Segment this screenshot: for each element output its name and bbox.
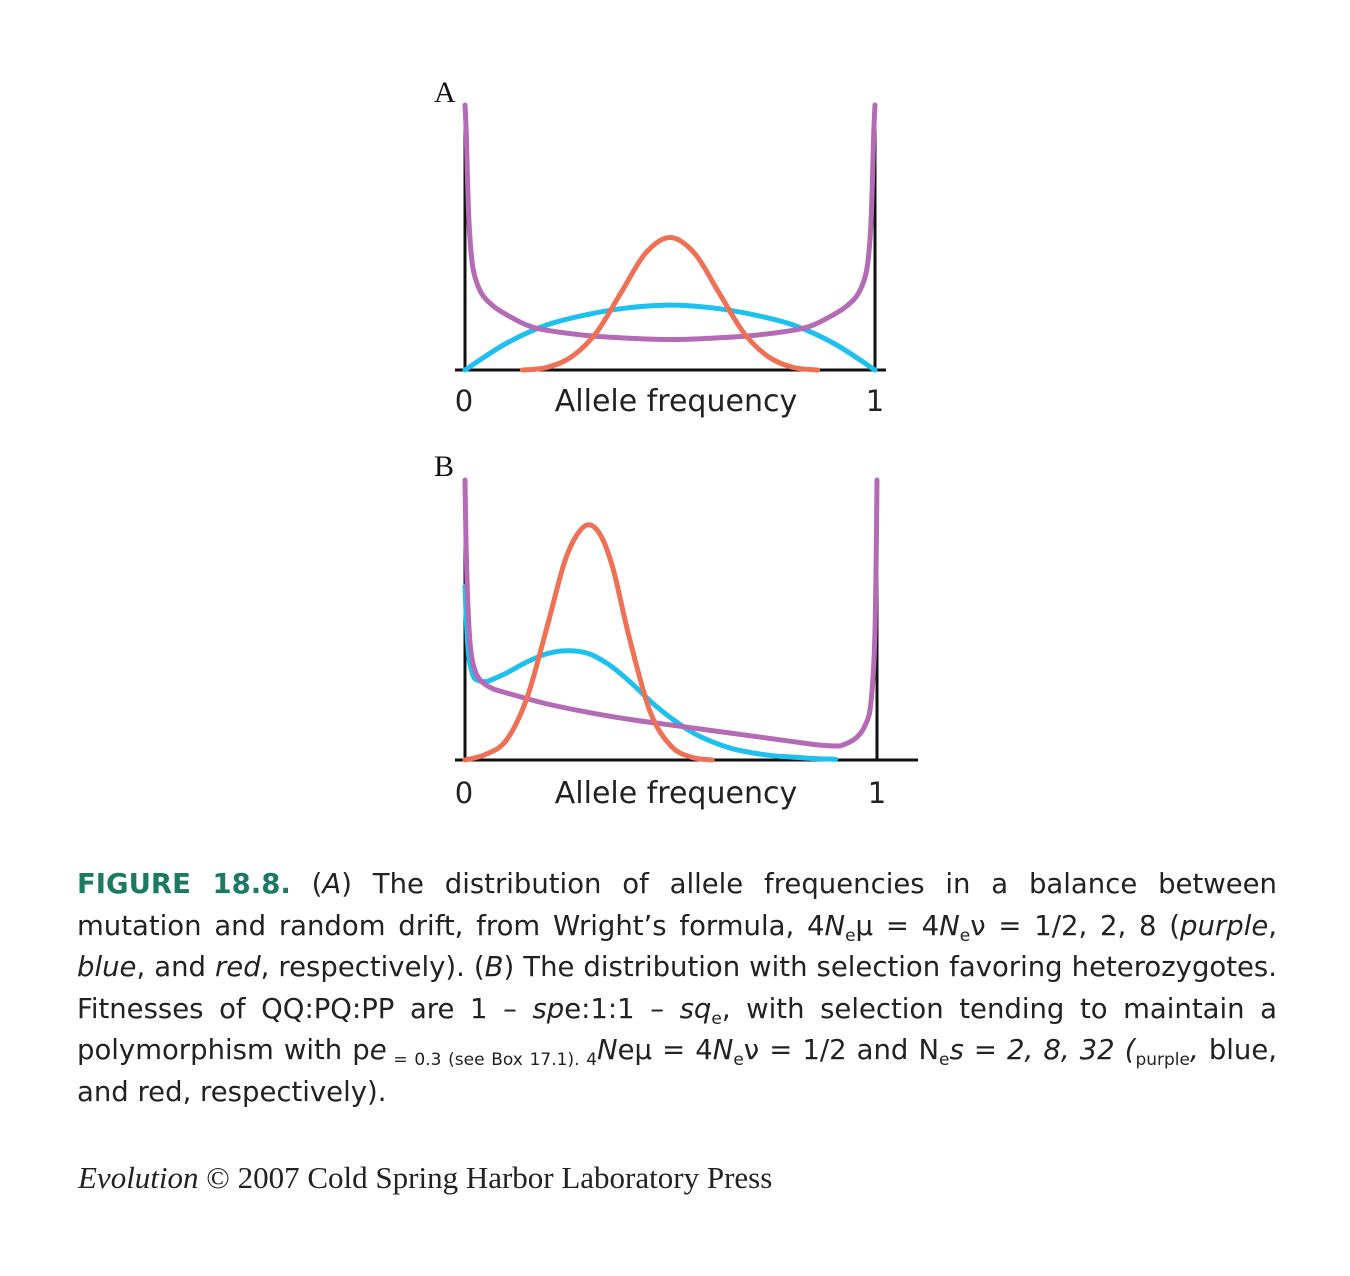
caption-segment: N xyxy=(918,1034,940,1066)
caption-italic: s xyxy=(949,1034,964,1066)
caption-segment: μ = 4 xyxy=(634,1034,713,1066)
panel-a-x-label: Allele frequency xyxy=(554,384,798,419)
caption-italic: B xyxy=(484,951,504,983)
caption-segment: , and xyxy=(77,1034,1278,1108)
panel-b-x-label: Allele frequency xyxy=(554,776,798,811)
caption-segment: ) The distribution of allele frequencies in a balance between mutation and random drift, from Wright’s formula, 4 xyxy=(77,868,1277,942)
panel-a-series xyxy=(465,105,875,370)
figure-caption xyxy=(77,864,1277,1113)
figure-label: FIGURE 18.8. xyxy=(77,868,291,900)
panel-a-tick-0: 0 xyxy=(454,384,474,418)
caption-segment: , xyxy=(1268,909,1278,942)
panel-b-tick-0: 0 xyxy=(454,776,474,810)
panel-b-label: B xyxy=(434,450,455,483)
caption-subscript: e xyxy=(845,925,856,946)
caption-segment: p xyxy=(352,1034,370,1066)
caption-italic: N xyxy=(824,909,846,942)
caption-italic: , xyxy=(1189,1034,1209,1066)
caption-subscript: = 0.3 (see Box 17.1). 4 xyxy=(386,1050,598,1070)
caption-segment: blue xyxy=(1208,1034,1269,1066)
caption-subscript: purple xyxy=(1135,1050,1190,1070)
caption-subscript: e xyxy=(711,1008,722,1029)
caption-subscript: e xyxy=(959,925,971,946)
caption-italic: sp xyxy=(532,992,565,1025)
caption-italic: = 2, 8, 32 ( xyxy=(963,1034,1136,1066)
caption-segment: μ = 4 xyxy=(855,909,940,942)
caption-segment: , respectively). ( xyxy=(260,951,485,983)
panel-b-blue-curve xyxy=(465,586,836,759)
panel-a xyxy=(434,76,886,419)
caption-italic: A xyxy=(322,868,342,900)
caption-segment: ) The distribution with selection favoring heterozygotes. Fitnesses of QQ:PQ:PP are 1 – xyxy=(77,951,1277,1025)
caption-italic: N xyxy=(939,909,960,942)
caption-subscript: e xyxy=(733,1050,744,1070)
caption-segment: , respectively). xyxy=(182,1075,387,1108)
caption-segment: , and xyxy=(136,951,215,983)
panel-b-tick-1: 1 xyxy=(867,776,887,810)
caption-italic: sq xyxy=(679,992,712,1025)
caption-segment: ( xyxy=(290,868,323,900)
caption-italic: N xyxy=(712,1034,734,1066)
caption-subscript: e xyxy=(939,1050,950,1070)
caption-segment: ν = 1/2, 2, 8 ( xyxy=(970,909,1181,942)
caption-italic: purple xyxy=(1180,909,1269,942)
panel-a-label: A xyxy=(434,76,456,109)
credit-title: Evolution xyxy=(78,1160,199,1195)
copyright-credit xyxy=(78,1160,772,1196)
caption-segment: , with selection tending to maintain a polymorphism with xyxy=(77,992,1277,1066)
caption-italic: blue xyxy=(77,951,137,983)
caption-segment: :1:1 – xyxy=(581,992,680,1025)
panel-b-series xyxy=(465,480,877,760)
caption-italic: N xyxy=(597,1034,618,1066)
caption-segment: e xyxy=(564,992,582,1025)
caption-text xyxy=(77,868,1277,1108)
caption-segment: red xyxy=(137,1075,183,1108)
panel-b xyxy=(434,450,918,811)
caption-italic: e xyxy=(369,1034,387,1066)
caption-italic: red xyxy=(214,951,261,983)
panel-a-tick-1: 1 xyxy=(865,384,885,418)
caption-segment: ν = 1/2 and xyxy=(743,1034,919,1066)
panel-b-purple-curve xyxy=(465,480,877,746)
caption-segment: e xyxy=(617,1034,635,1066)
credit-rest: © 2007 Cold Spring Harbor Laboratory Press xyxy=(198,1160,773,1195)
